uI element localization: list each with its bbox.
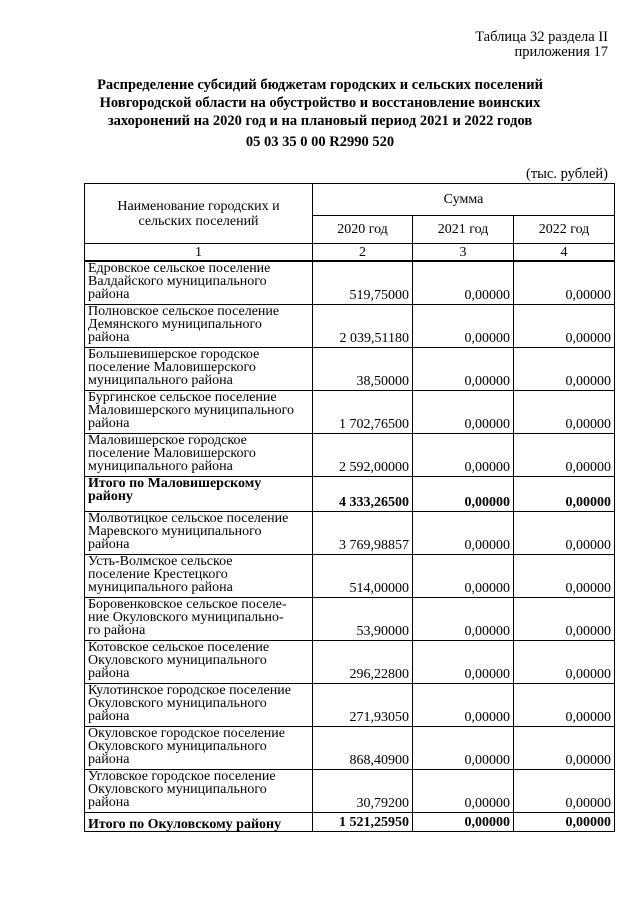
column-header-sum: Сумма — [313, 184, 615, 216]
name-line: Бургинское сельское поселение — [88, 390, 277, 405]
name-line: Окуловского муниципального — [88, 739, 267, 754]
amount-2022: 0,00000 — [514, 641, 615, 684]
settlement-name — [85, 641, 313, 684]
amount-2021: 0,00000 — [413, 598, 514, 641]
amount-2021: 0,00000 — [413, 261, 514, 305]
table-row — [85, 641, 615, 684]
name-line: Валдайского муниципального — [88, 274, 267, 289]
amount-2020: 2 592,00000 — [313, 434, 413, 477]
amount-2021: 0,00000 — [413, 641, 514, 684]
column-header-year: 2022 год — [514, 216, 615, 244]
name-line: Большевишерское городское — [88, 347, 260, 362]
column-header-name — [85, 184, 313, 244]
amount-2020: 514,00000 — [313, 555, 413, 598]
amount-2022: 0,00000 — [514, 305, 615, 348]
reference-line: приложения 17 — [514, 44, 608, 60]
name-line: муниципального района — [88, 459, 233, 474]
name-line: муниципального района — [88, 580, 233, 595]
amount-2021: 0,00000 — [413, 813, 514, 832]
amount-2022: 0,00000 — [514, 727, 615, 770]
column-number: 2 — [313, 244, 413, 262]
name-line: Итого по Маловишерскому — [88, 476, 262, 491]
column-number: 4 — [514, 244, 615, 262]
amount-2020: 1 521,25950 — [313, 813, 413, 832]
amount-2020: 1 702,76500 — [313, 391, 413, 434]
name-line: района — [88, 287, 130, 302]
name-line: Итого по Окуловскому району — [88, 817, 282, 832]
amount-2022: 0,00000 — [514, 391, 615, 434]
column-number: 3 — [413, 244, 514, 262]
table-row — [85, 770, 615, 813]
name-line: Угловское городское поселение — [88, 769, 276, 784]
amount-2022: 0,00000 — [514, 684, 615, 727]
name-line: поселение Крестецкого — [88, 567, 228, 582]
table-row — [85, 555, 615, 598]
column-header-year: 2021 год — [413, 216, 514, 244]
amount-2021: 0,00000 — [413, 555, 514, 598]
amount-2022: 0,00000 — [514, 477, 615, 512]
budget-code: 05 03 35 0 00 R2990 520 — [245, 134, 395, 150]
settlement-name — [85, 555, 313, 598]
name-line: поселение Маловишерского — [88, 446, 256, 461]
total-label — [85, 813, 313, 832]
amount-2022: 0,00000 — [514, 813, 615, 832]
amount-2021: 0,00000 — [413, 512, 514, 555]
amount-2021: 0,00000 — [413, 348, 514, 391]
name-line: Молвотицкое сельское поселение — [88, 511, 289, 526]
amount-2020: 3 769,98857 — [313, 512, 413, 555]
name-line: Боровенковское сельское поселе- — [88, 597, 287, 612]
table-reference — [475, 30, 608, 60]
table-row-total — [85, 813, 615, 832]
amount-2022: 0,00000 — [514, 434, 615, 477]
settlement-name — [85, 391, 313, 434]
amount-2021: 0,00000 — [413, 477, 514, 512]
units-label: (тыс. рублей) — [526, 166, 608, 182]
name-line: района — [88, 416, 130, 431]
header-line: сельских поселений — [138, 213, 259, 229]
amount-2020: 53,90000 — [313, 598, 413, 641]
table-row — [85, 598, 615, 641]
name-line: Маловишерского муниципального — [88, 403, 294, 418]
name-line: Окуловского муниципального — [88, 782, 267, 797]
table-row — [85, 391, 615, 434]
name-line: Окуловского муниципального — [88, 696, 267, 711]
table-row-total — [85, 477, 615, 512]
amount-2020: 296,22800 — [313, 641, 413, 684]
header-line: Наименование городских и — [117, 198, 280, 214]
amount-2021: 0,00000 — [413, 684, 514, 727]
name-line: района — [88, 795, 130, 810]
settlement-name — [85, 512, 313, 555]
name-line: Полновское сельское поселение — [88, 304, 280, 319]
name-line: го района — [88, 623, 146, 638]
name-line: ние Окуловского муниципально- — [88, 610, 284, 625]
name-line: Кулотинское городское поселение — [88, 683, 291, 698]
name-line: Усть-Волмское сельское — [88, 554, 233, 569]
name-line: Маревского муниципального — [88, 524, 262, 539]
document-title — [90, 76, 550, 130]
amount-2020: 30,79200 — [313, 770, 413, 813]
settlement-name — [85, 770, 313, 813]
settlement-name — [85, 305, 313, 348]
title-line: Новгородской области на обустройство и восстановление воинских — [99, 95, 541, 111]
table-row — [85, 434, 615, 477]
amount-2022: 0,00000 — [514, 598, 615, 641]
table-row — [85, 261, 615, 305]
name-line: Окуловского муниципального — [88, 653, 267, 668]
column-header-year: 2020 год — [313, 216, 413, 244]
name-line: Окуловское городское поселение — [88, 726, 285, 741]
amount-2020: 2 039,51180 — [313, 305, 413, 348]
amount-2022: 0,00000 — [514, 261, 615, 305]
name-line: Демянского муниципального — [88, 317, 262, 332]
name-line: района — [88, 537, 130, 552]
title-line: захоронений на 2020 год и на плановый период 2021 и 2022 годов — [107, 113, 533, 129]
settlement-name — [85, 348, 313, 391]
settlement-name — [85, 434, 313, 477]
amount-2022: 0,00000 — [514, 555, 615, 598]
amount-2020: 868,40900 — [313, 727, 413, 770]
settlement-name — [85, 598, 313, 641]
amount-2020: 271,93050 — [313, 684, 413, 727]
table-row — [85, 348, 615, 391]
subsidy-table — [84, 183, 615, 832]
name-line: района — [88, 709, 130, 724]
table-row — [85, 684, 615, 727]
total-label — [85, 477, 313, 512]
amount-2020: 519,75000 — [313, 261, 413, 305]
name-line: поселение Маловишерского — [88, 360, 256, 375]
name-line: района — [88, 666, 130, 681]
column-number: 1 — [85, 244, 313, 262]
amount-2021: 0,00000 — [413, 305, 514, 348]
amount-2020: 4 333,26500 — [313, 477, 413, 512]
table-row — [85, 512, 615, 555]
amount-2022: 0,00000 — [514, 770, 615, 813]
name-line: Маловишерское городское — [88, 433, 247, 448]
settlement-name — [85, 727, 313, 770]
amount-2021: 0,00000 — [413, 391, 514, 434]
amount-2021: 0,00000 — [413, 770, 514, 813]
name-line: района — [88, 330, 130, 345]
amount-2022: 0,00000 — [514, 512, 615, 555]
name-line: району — [88, 489, 133, 504]
settlement-name — [85, 684, 313, 727]
amount-2020: 38,50000 — [313, 348, 413, 391]
settlement-name — [85, 261, 313, 305]
table-row — [85, 727, 615, 770]
reference-line: Таблица 32 раздела II — [475, 29, 608, 45]
amount-2022: 0,00000 — [514, 348, 615, 391]
name-line: муниципального района — [88, 373, 233, 388]
name-line: района — [88, 752, 130, 767]
amount-2021: 0,00000 — [413, 434, 514, 477]
name-line: Котовское сельское поселение — [88, 640, 270, 655]
amount-2021: 0,00000 — [413, 727, 514, 770]
name-line: Едровское сельское поселение — [88, 261, 271, 276]
title-line: Распределение субсидий бюджетам городских и сельских поселений — [97, 77, 543, 93]
table-row — [85, 305, 615, 348]
